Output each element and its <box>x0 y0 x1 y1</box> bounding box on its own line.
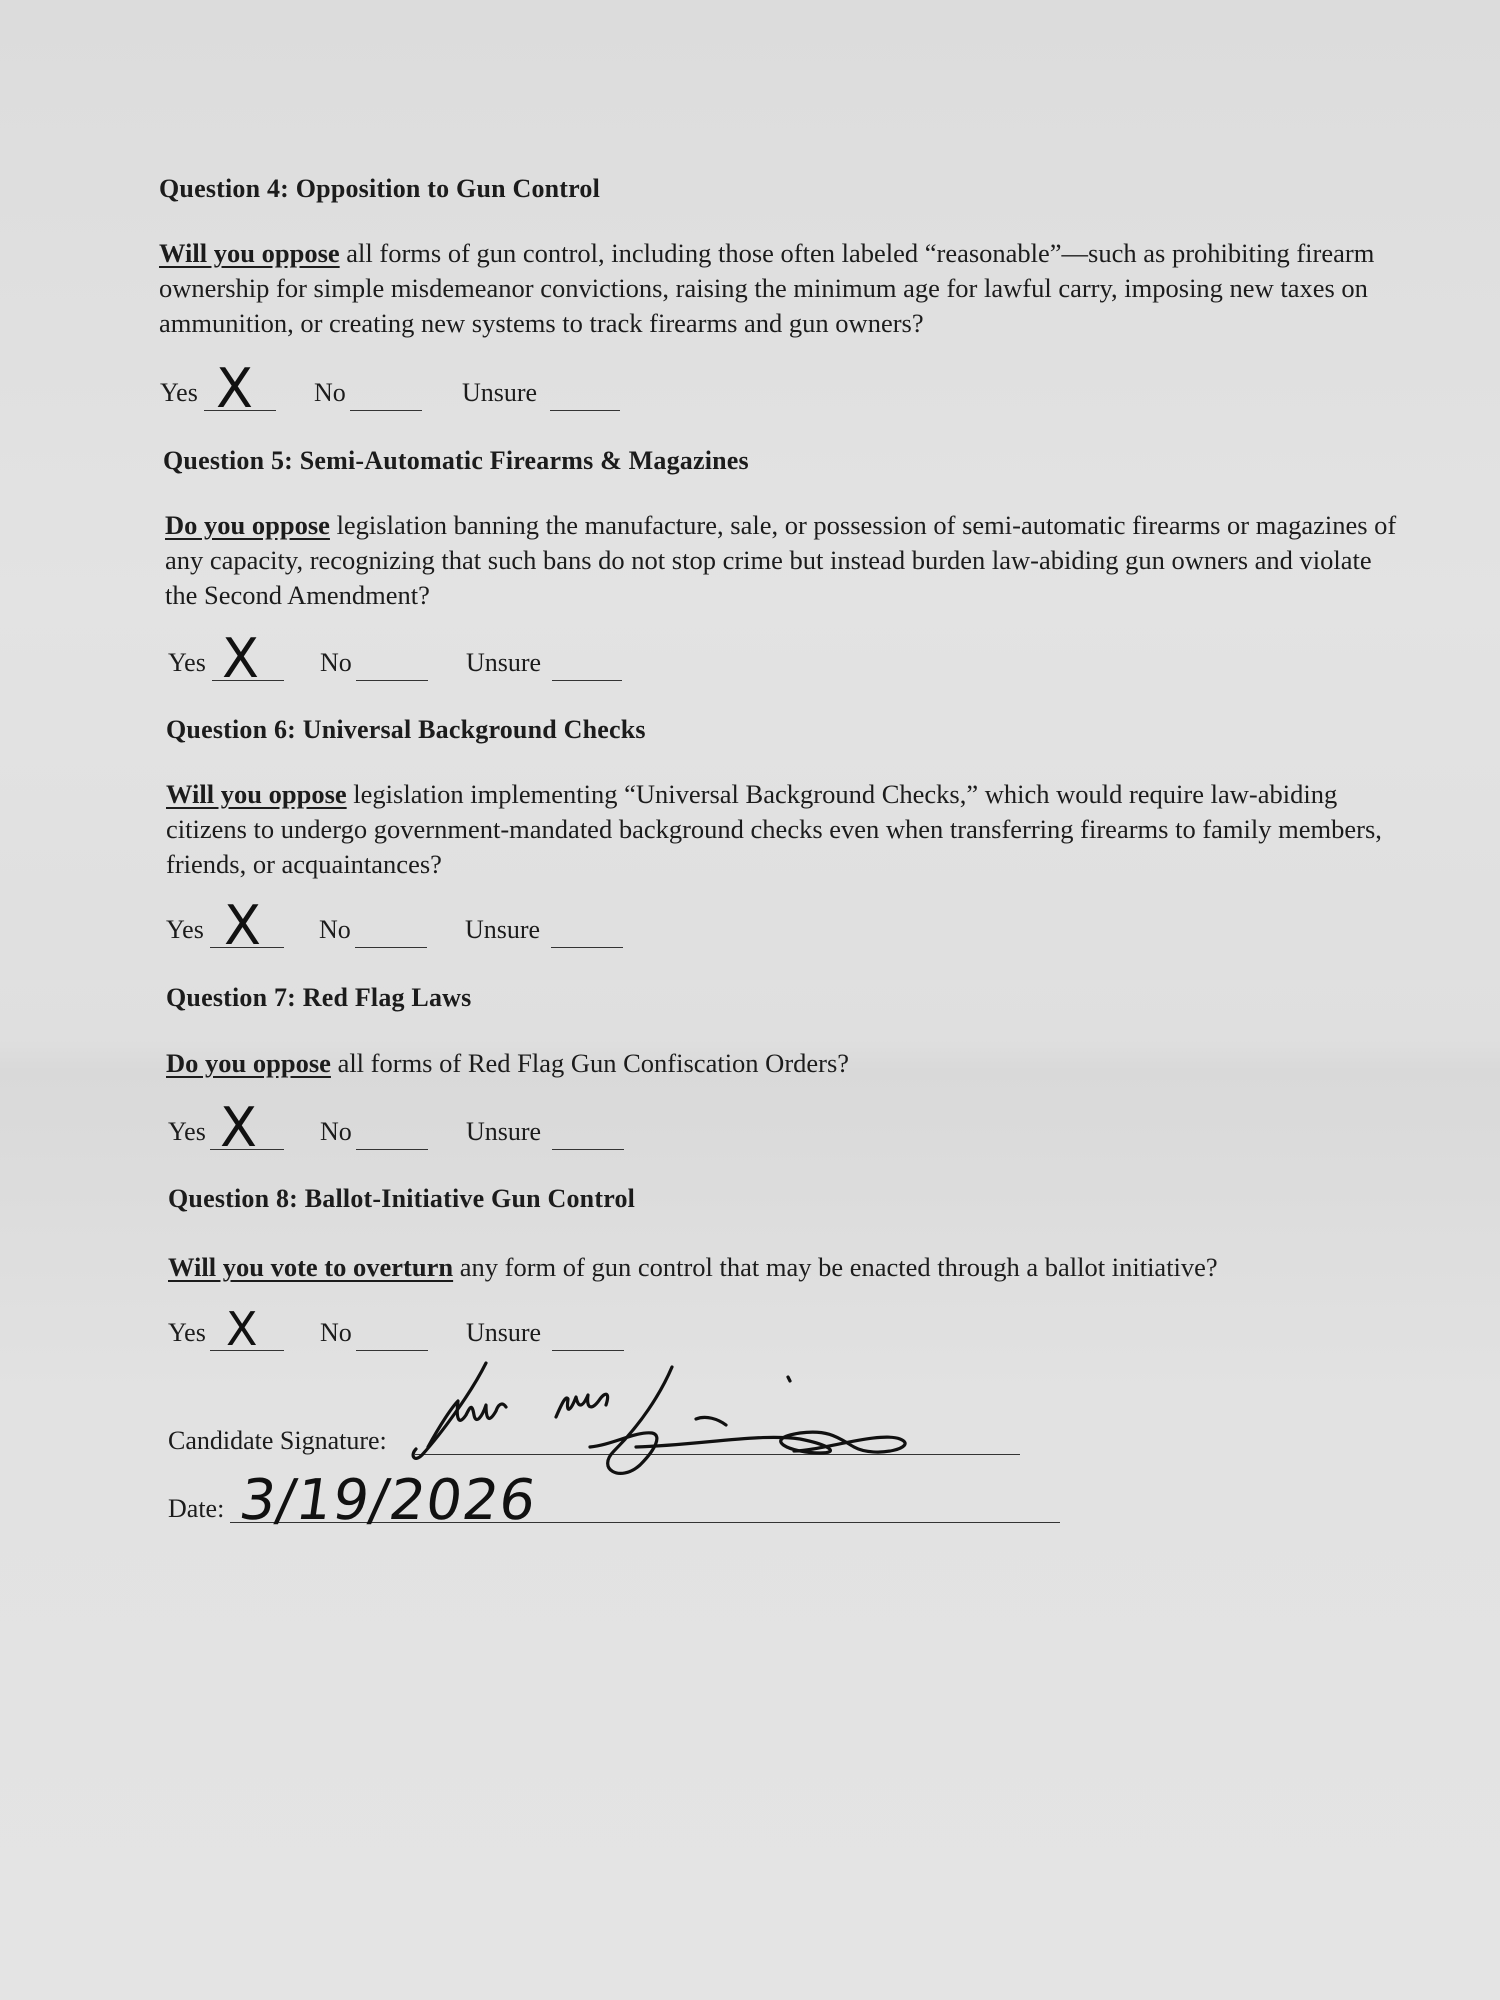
no-option-label: No <box>320 1318 352 1347</box>
question-lead: Will you oppose <box>159 238 340 268</box>
x-mark-icon: X <box>224 894 261 957</box>
unsure-answer-blank[interactable] <box>552 680 622 681</box>
x-mark-icon: X <box>220 1096 257 1159</box>
unsure-option-label: Unsure <box>466 648 542 677</box>
question-lead: Will you vote to overturn <box>168 1252 454 1282</box>
x-mark-icon: X <box>222 627 259 690</box>
unsure-option-label: Unsure <box>466 1117 542 1146</box>
question-heading: Question 6: Universal Background Checks <box>166 715 646 744</box>
question-text <box>168 1250 1408 1285</box>
question-rest: all forms of gun control, including those often labeled “reasonable”—such as prohibiting firearm ownership for simple misdemeanor convictions, raising the minimum age for lawful carry, imposing new taxes on ammunition, or creating new systems to track firearms and gun owners? <box>159 238 1375 338</box>
unsure-answer-blank[interactable] <box>552 1149 624 1150</box>
x-mark-icon: X <box>226 1302 258 1356</box>
yes-option-label: Yes <box>168 648 206 677</box>
question-heading: Question 7: Red Flag Laws <box>166 983 472 1012</box>
question-heading: Question 8: Ballot-Initiative Gun Control <box>168 1184 636 1213</box>
no-option-label: No <box>320 648 352 677</box>
unsure-answer-blank[interactable] <box>552 1350 624 1351</box>
unsure-answer-blank[interactable] <box>550 410 620 411</box>
question-heading: Question 5: Semi-Automatic Firearms & Magazines <box>163 446 749 475</box>
question-rest: legislation banning the manufacture, sale, or possession of semi-automatic firearms or magazines of any capacity, recognizing that such bans do not stop crime but instead burden law-abiding gun owners and violate the Second Amendment? <box>165 510 1397 610</box>
yes-option-label: Yes <box>166 915 204 944</box>
x-mark-icon: X <box>216 357 253 420</box>
question-lead: Do you oppose <box>165 510 330 540</box>
yes-option-label: Yes <box>168 1318 206 1347</box>
question-lead: Do you oppose <box>166 1048 331 1078</box>
no-option-label: No <box>314 378 346 407</box>
unsure-option-label: Unsure <box>462 378 538 407</box>
no-option-label: No <box>319 915 351 944</box>
question-text <box>159 236 1399 341</box>
no-answer-blank[interactable] <box>356 1149 428 1150</box>
question-rest: any form of gun control that may be enacted through a ballot initiative? <box>453 1252 1218 1282</box>
question-lead: Will you oppose <box>166 779 347 809</box>
handwritten-date: 3/19/2026 <box>235 1468 541 1533</box>
question-heading: Question 4: Opposition to Gun Control <box>159 174 601 203</box>
no-answer-blank[interactable] <box>350 410 422 411</box>
no-option-label: No <box>320 1117 352 1146</box>
question-text <box>166 1046 1406 1081</box>
date-label: Date: <box>168 1494 225 1523</box>
question-text <box>166 777 1406 882</box>
no-answer-blank[interactable] <box>355 947 427 948</box>
yes-option-label: Yes <box>168 1117 206 1146</box>
question-rest: legislation implementing “Universal Background Checks,” which would require law-abiding citizens to undergo government-mandated background checks even when transferring firearms to family members, friends, or acquaintances? <box>166 779 1382 879</box>
candidate-signature-label: Candidate Signature: <box>168 1426 387 1455</box>
yes-option-label: Yes <box>160 378 198 407</box>
unsure-answer-blank[interactable] <box>551 947 623 948</box>
unsure-option-label: Unsure <box>465 915 541 944</box>
no-answer-blank[interactable] <box>356 1350 428 1351</box>
question-text <box>165 508 1405 613</box>
no-answer-blank[interactable] <box>356 680 428 681</box>
unsure-option-label: Unsure <box>466 1318 542 1347</box>
question-rest: all forms of Red Flag Gun Confiscation Orders? <box>330 1048 850 1078</box>
